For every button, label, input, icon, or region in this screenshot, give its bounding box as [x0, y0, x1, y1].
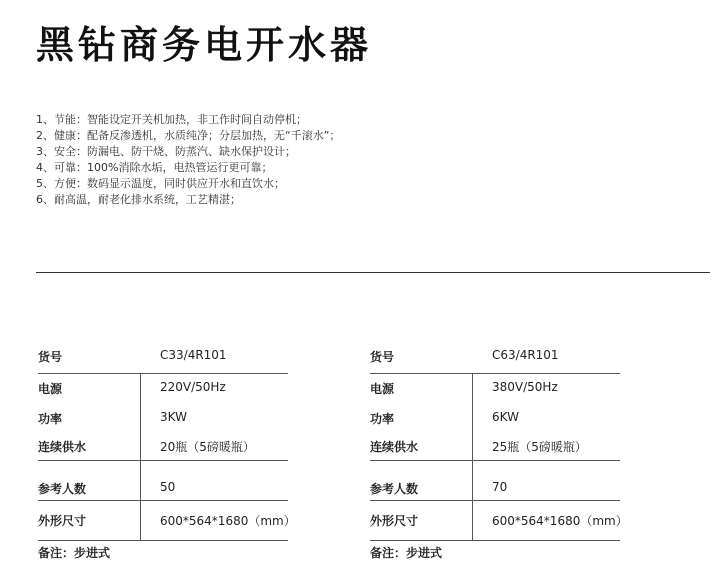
feature-item: 2、健康：配备反渗透机，水质纯净；分层加热，无“千滚水”；: [36, 129, 341, 142]
spec-label: 连续供水: [370, 440, 419, 454]
table-rule: [370, 540, 620, 541]
table-rule: [38, 460, 288, 461]
spec-value: 70: [492, 480, 508, 494]
spec-label: 连续供水: [38, 440, 87, 454]
feature-item: 4、可靠：100%消除水垢，电热管运行更可靠；: [36, 161, 273, 174]
spec-value: 600*564*1680（mm）: [492, 514, 628, 528]
spec-value: 20瓶（5磅暖瓶）: [160, 440, 255, 454]
spec-label: 外形尺寸: [38, 514, 87, 528]
spec-note: 备注：步进式: [38, 546, 111, 560]
spec-label: 参考人数: [370, 482, 419, 496]
spec-value: 25瓶（5磅暖瓶）: [492, 440, 587, 454]
spec-label: 货号: [370, 350, 395, 364]
spec-label: 电源: [370, 382, 395, 396]
feature-item: 1、节能：智能设定开关机加热，非工作时间自动停机；: [36, 113, 307, 126]
spec-value: 600*564*1680（mm）: [160, 514, 296, 528]
spec-label: 外形尺寸: [370, 514, 419, 528]
spec-value: 220V/50Hz: [160, 380, 226, 394]
spec-label: 电源: [38, 382, 63, 396]
column-divider: [140, 373, 141, 460]
table-rule: [38, 540, 288, 541]
spec-label: 功率: [38, 412, 63, 426]
spec-value: 50: [160, 480, 176, 494]
feature-list: [36, 112, 340, 208]
table-rule: [38, 500, 288, 501]
feature-item: 6、耐高温，耐老化排水系统，工艺精湛；: [36, 193, 241, 206]
page-title: 黑钻商务电开水器: [36, 23, 373, 67]
spec-label: 功率: [370, 412, 395, 426]
table-rule: [370, 460, 620, 461]
spec-note: 备注：步进式: [370, 546, 443, 560]
section-divider: [36, 272, 710, 273]
feature-item: 3、安全：防漏电、防干烧、防蒸汽、缺水保护设计；: [36, 145, 296, 158]
column-divider: [472, 373, 473, 460]
spec-value: C33/4R101: [160, 348, 227, 362]
spec-label: 参考人数: [38, 482, 87, 496]
spec-value: 380V/50Hz: [492, 380, 558, 394]
spec-value: 3KW: [160, 410, 187, 424]
spec-value: C63/4R101: [492, 348, 559, 362]
table-rule: [370, 500, 620, 501]
spec-label: 货号: [38, 350, 63, 364]
table-rule: [370, 373, 620, 374]
feature-item: 5、方便：数码显示温度，同时供应开水和直饮水；: [36, 177, 285, 190]
spec-value: 6KW: [492, 410, 519, 424]
table-rule: [38, 373, 288, 374]
